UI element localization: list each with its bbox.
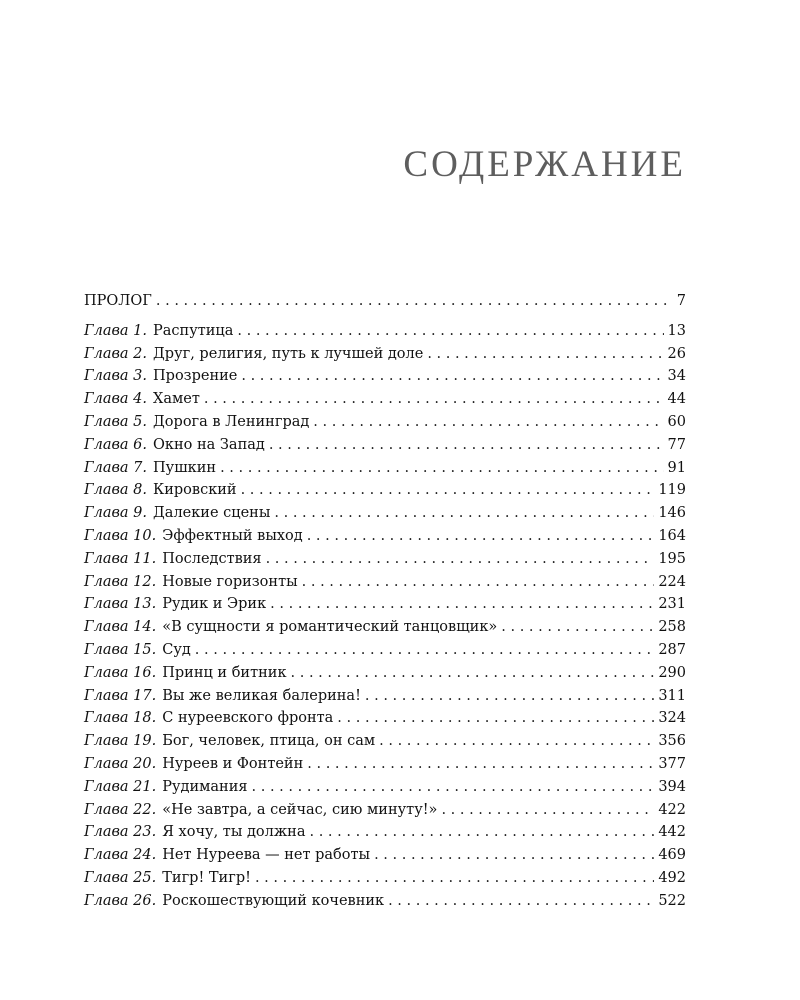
table-of-contents xyxy=(84,290,686,913)
toc-page-number: 91 xyxy=(667,459,686,476)
dot-leader xyxy=(269,434,664,457)
toc-entry-title: Суд xyxy=(162,641,191,658)
toc-entry-title: Далекие сцены xyxy=(153,505,271,522)
toc-page-number: 60 xyxy=(667,413,686,430)
toc-entry-chapter[interactable] xyxy=(84,821,686,844)
toc-entry-chapter[interactable] xyxy=(84,365,686,388)
toc-entry-title: Рудик и Эрик xyxy=(162,596,267,613)
toc-entry-chapter[interactable] xyxy=(84,707,686,730)
toc-page-number: 492 xyxy=(658,869,686,886)
dot-leader xyxy=(441,799,654,822)
dot-leader xyxy=(307,525,655,548)
toc-entry-prologue[interactable] xyxy=(84,290,686,313)
toc-entry-chapter[interactable] xyxy=(84,525,686,548)
toc-entry-title: «Не завтра, а сейчас, сию минуту!» xyxy=(162,801,438,818)
toc-entry-title: Окно на Запад xyxy=(153,436,265,453)
toc-page-number: 13 xyxy=(667,322,686,339)
toc-entry-title: ПРОЛОГ xyxy=(84,293,152,309)
toc-entry-title: С нуреевского фронта xyxy=(162,710,334,727)
toc-entry-title: Роскошествующий кочевник xyxy=(162,892,385,909)
toc-entry-title: Прозрение xyxy=(153,368,238,385)
toc-page-number: 469 xyxy=(658,847,686,864)
toc-entry-title: Дорога в Ленинград xyxy=(153,413,310,430)
toc-page-number: 422 xyxy=(658,801,686,818)
toc-entry-chapter[interactable] xyxy=(84,685,686,708)
toc-entry-chapter[interactable] xyxy=(84,867,686,890)
toc-chapter-label: Глава 9. xyxy=(84,505,148,522)
toc-entry-title: Нет Нуреева — нет работы xyxy=(162,847,371,864)
toc-entry-title: «В сущности я романтический танцовщик» xyxy=(162,619,498,636)
toc-entry-chapter[interactable] xyxy=(84,548,686,571)
toc-page-number: 311 xyxy=(658,687,686,704)
chapter-list xyxy=(84,320,686,913)
dot-leader xyxy=(365,685,654,708)
dot-leader xyxy=(501,616,654,639)
toc-page-number: 7 xyxy=(676,293,686,309)
dot-leader xyxy=(237,320,663,343)
toc-page-number: 195 xyxy=(658,550,686,567)
toc-page-number: 377 xyxy=(658,755,686,772)
dot-leader xyxy=(266,548,655,571)
toc-entry-chapter[interactable] xyxy=(84,593,686,616)
toc-entry-chapter[interactable] xyxy=(84,457,686,480)
toc-chapter-label: Глава 2. xyxy=(84,345,148,362)
toc-entry-chapter[interactable] xyxy=(84,411,686,434)
toc-page-number: 34 xyxy=(667,368,686,385)
toc-page-number: 442 xyxy=(658,824,686,841)
toc-entry-title: Пушкин xyxy=(153,459,217,476)
toc-entry-title: Эффектный выход xyxy=(162,527,303,544)
dot-leader xyxy=(255,867,654,890)
toc-entry-title: Вы же великая балерина! xyxy=(162,687,361,704)
toc-chapter-label: Глава 20. xyxy=(84,755,157,772)
page-title: СОДЕРЖАНИЕ xyxy=(403,144,686,185)
toc-entry-chapter[interactable] xyxy=(84,502,686,525)
dot-leader xyxy=(307,753,654,776)
toc-entry-chapter[interactable] xyxy=(84,616,686,639)
toc-page-number: 44 xyxy=(667,391,686,408)
toc-chapter-label: Глава 1. xyxy=(84,322,148,339)
toc-page-number: 258 xyxy=(658,619,686,636)
dot-leader xyxy=(204,388,664,411)
toc-chapter-label: Глава 24. xyxy=(84,847,157,864)
toc-page-number: 224 xyxy=(658,573,686,590)
toc-entry-chapter[interactable] xyxy=(84,890,686,913)
dot-leader xyxy=(156,290,673,313)
toc-chapter-label: Глава 7. xyxy=(84,459,148,476)
toc-entry-title: Тигр! Тигр! xyxy=(162,869,251,886)
toc-entry-title: Распутица xyxy=(153,322,234,339)
toc-entry-chapter[interactable] xyxy=(84,434,686,457)
toc-chapter-label: Глава 12. xyxy=(84,573,157,590)
toc-chapter-label: Глава 14. xyxy=(84,619,157,636)
toc-entry-chapter[interactable] xyxy=(84,730,686,753)
toc-page-number: 287 xyxy=(658,641,686,658)
dot-leader xyxy=(270,593,654,616)
dot-leader xyxy=(220,457,663,480)
dot-leader xyxy=(241,479,655,502)
dot-leader xyxy=(241,365,663,388)
toc-chapter-label: Глава 19. xyxy=(84,733,157,750)
toc-chapter-label: Глава 18. xyxy=(84,710,157,727)
toc-chapter-label: Глава 16. xyxy=(84,664,157,681)
dot-leader xyxy=(195,639,655,662)
toc-entry-title: Рудимания xyxy=(162,778,248,795)
toc-entry-title: Бог, человек, птица, он сам xyxy=(162,733,376,750)
dot-leader xyxy=(310,821,655,844)
dot-leader xyxy=(388,890,654,913)
toc-entry-chapter[interactable] xyxy=(84,388,686,411)
toc-page-number: 164 xyxy=(658,527,686,544)
toc-entry-chapter[interactable] xyxy=(84,639,686,662)
toc-page-number: 231 xyxy=(658,596,686,613)
toc-chapter-label: Глава 25. xyxy=(84,869,157,886)
toc-entry-chapter[interactable] xyxy=(84,799,686,822)
toc-page-number: 324 xyxy=(658,710,686,727)
toc-entry-chapter[interactable] xyxy=(84,343,686,366)
toc-chapter-label: Глава 3. xyxy=(84,368,148,385)
dot-leader xyxy=(313,411,663,434)
toc-chapter-label: Глава 26. xyxy=(84,892,157,909)
dot-leader xyxy=(291,662,655,685)
toc-entry-title: Друг, религия, путь к лучшей доле xyxy=(153,345,424,362)
toc-chapter-label: Глава 23. xyxy=(84,824,157,841)
toc-chapter-label: Глава 10. xyxy=(84,527,157,544)
toc-entry-title: Нуреев и Фонтейн xyxy=(162,755,304,772)
toc-entry-title: Последствия xyxy=(162,550,262,567)
toc-page-number: 356 xyxy=(658,733,686,750)
toc-chapter-label: Глава 5. xyxy=(84,413,148,430)
toc-chapter-label: Глава 21. xyxy=(84,778,157,795)
toc-chapter-label: Глава 15. xyxy=(84,641,157,658)
toc-chapter-label: Глава 4. xyxy=(84,391,148,408)
dot-leader xyxy=(337,707,654,730)
toc-entry-title: Принц и битник xyxy=(162,664,287,681)
toc-entry-chapter[interactable] xyxy=(84,776,686,799)
dot-leader xyxy=(379,730,654,753)
toc-page-number: 77 xyxy=(667,436,686,453)
dot-leader xyxy=(374,844,654,867)
toc-chapter-label: Глава 6. xyxy=(84,436,148,453)
toc-entry-title: Кировский xyxy=(153,482,237,499)
dot-leader xyxy=(302,571,655,594)
toc-page-number: 119 xyxy=(658,482,686,499)
toc-page-number: 394 xyxy=(658,778,686,795)
toc-page-number: 26 xyxy=(667,345,686,362)
toc-entry-title: Хамет xyxy=(153,391,200,408)
dot-leader xyxy=(427,343,663,366)
toc-entry-chapter[interactable] xyxy=(84,571,686,594)
toc-chapter-label: Глава 17. xyxy=(84,687,157,704)
toc-chapter-label: Глава 22. xyxy=(84,801,157,818)
toc-chapter-label: Глава 13. xyxy=(84,596,157,613)
toc-entry-chapter[interactable] xyxy=(84,320,686,343)
toc-entry-chapter[interactable] xyxy=(84,753,686,776)
toc-chapter-label: Глава 8. xyxy=(84,482,148,499)
toc-page-number: 522 xyxy=(658,892,686,909)
dot-leader xyxy=(274,502,654,525)
dot-leader xyxy=(252,776,655,799)
toc-entry-chapter[interactable] xyxy=(84,662,686,685)
toc-chapter-label: Глава 11. xyxy=(84,550,157,567)
toc-entry-chapter[interactable] xyxy=(84,844,686,867)
toc-entry-title: Я хочу, ты должна xyxy=(162,824,306,841)
toc-entry-title: Новые горизонты xyxy=(162,573,298,590)
toc-entry-chapter[interactable] xyxy=(84,479,686,502)
toc-page-number: 146 xyxy=(658,505,686,522)
toc-page-number: 290 xyxy=(658,664,686,681)
